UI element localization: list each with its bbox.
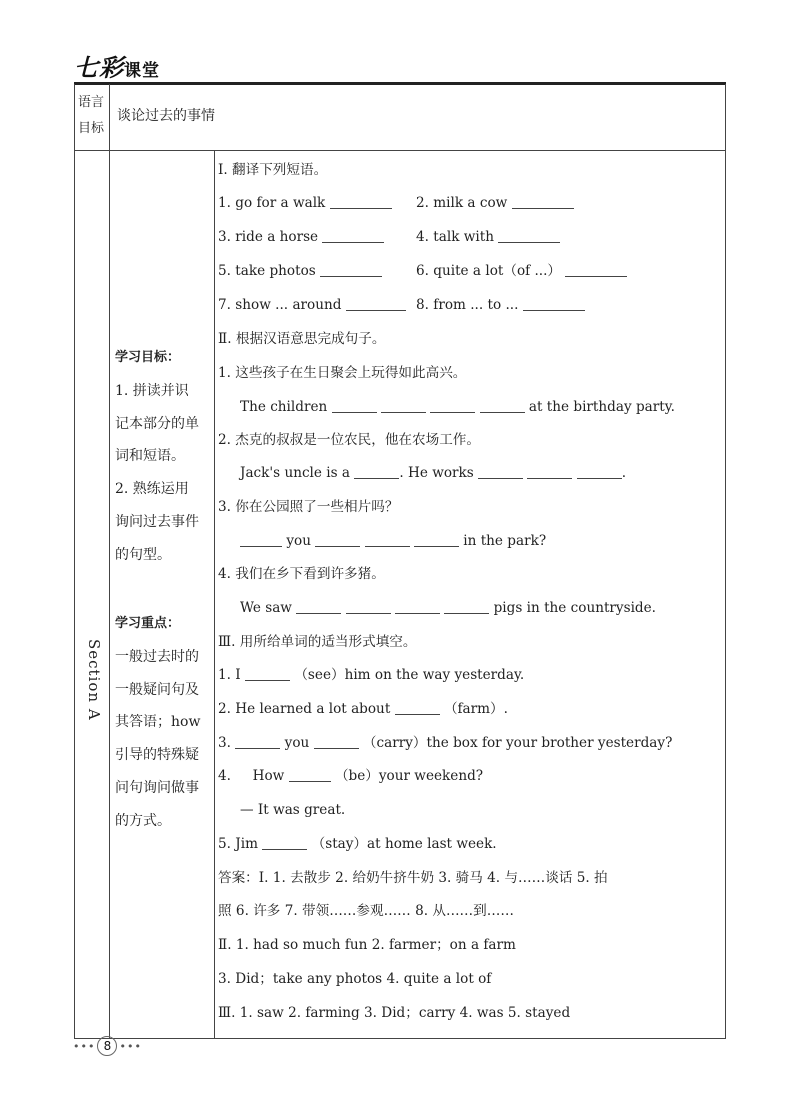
answer-blank[interactable] [527, 463, 572, 479]
answer-blank[interactable] [296, 598, 341, 614]
pager-dots-right: ••• [119, 1040, 142, 1053]
fill-item: 1. I （see）him on the way yesterday. [218, 667, 525, 683]
part3-title: Ⅲ. 用所给单词的适当形式填空。 [218, 634, 417, 650]
answer-blank[interactable] [330, 193, 392, 209]
answer-blank[interactable] [381, 397, 426, 413]
logo-main: 七彩 [74, 54, 124, 82]
study-goal-line: 记本部分的单 [115, 415, 199, 432]
answer-blank[interactable] [346, 295, 406, 311]
sentence-cn: 1. 这些孩子在生日聚会上玩得如此高兴。 [218, 365, 467, 381]
key-points-heading: 学习重点： [115, 616, 181, 631]
part1-title: Ⅰ. 翻译下列短语。 [218, 162, 328, 178]
page-number: 8 [97, 1036, 117, 1056]
study-goal-line: 询问过去事件 [115, 513, 199, 530]
fill-item-reply: — It was great. [240, 802, 346, 818]
table-col-divider-2 [214, 150, 215, 1039]
phrase-item: 6. quite a lot（of ...） [416, 259, 627, 283]
answer-blank[interactable] [395, 598, 440, 614]
study-goals-heading: 学习目标： [115, 350, 181, 365]
sentence-cn: 4. 我们在乡下看到许多猪。 [218, 566, 385, 582]
answer-blank[interactable] [430, 397, 475, 413]
answer-blank[interactable] [289, 766, 331, 782]
section-label: Section A [85, 639, 103, 721]
logo [74, 48, 160, 83]
answer-blank[interactable] [320, 261, 382, 277]
answer-blank[interactable] [314, 733, 359, 749]
answer-blank[interactable] [235, 733, 280, 749]
study-goal-line: 词和短语。 [115, 448, 185, 465]
sentence-cn: 3. 你在公园照了一些相片吗？ [218, 499, 399, 515]
answer-blank[interactable] [444, 598, 489, 614]
phrase-item: 4. talk with [416, 225, 560, 249]
answer-blank[interactable] [565, 261, 627, 277]
answer-line: Ⅲ. 1. saw 2. farming 3. Did；carry 4. was 5. stayed [218, 1005, 571, 1021]
key-point-line: 其答语；how [115, 714, 201, 731]
language-goal-text: 谈论过去的事情 [117, 108, 215, 124]
pager-dots-left: ••• [73, 1040, 96, 1053]
table-col-divider-1 [109, 84, 110, 1039]
language-goal-label-bottom: 目标 [78, 121, 105, 136]
sentence-cn: 2. 杰克的叔叔是一位农民，他在农场工作。 [218, 432, 480, 448]
phrase-item: 2. milk a cow [416, 191, 574, 215]
fill-item: 3. you （carry）the box for your brother yesterday? [218, 735, 673, 751]
answer-line: 照 6. 许多 7. 带领……参观…… 8. 从……到…… [218, 903, 514, 919]
part2-title: Ⅱ. 根据汉语意思完成句子。 [218, 331, 386, 347]
answer-blank[interactable] [512, 193, 574, 209]
answer-blank[interactable] [395, 699, 440, 715]
sentence-en: you in the park? [240, 529, 546, 553]
fill-item: 5. Jim （stay）at home last week. [218, 836, 497, 852]
answer-blank[interactable] [523, 295, 585, 311]
answer-blank[interactable] [478, 463, 523, 479]
answer-blank[interactable] [480, 397, 525, 413]
page-number-badge [73, 1036, 142, 1056]
phrase-item: 7. show ... around [218, 293, 406, 317]
key-points [115, 608, 213, 838]
key-point-line: 一般疑问句及 [115, 681, 199, 698]
answer-blank[interactable] [498, 227, 560, 243]
sentence-en: Jack's uncle is a . He works . [240, 465, 627, 481]
study-goal-line: 1. 拼读并识 [115, 382, 189, 399]
key-point-line: 引导的特殊疑 [115, 747, 199, 764]
fill-item: 2. He learned a lot about （farm）. [218, 701, 508, 717]
lesson-table [74, 84, 726, 1039]
answer-blank[interactable] [240, 531, 282, 547]
answer-blank[interactable] [346, 598, 391, 614]
answer-blank[interactable] [322, 227, 384, 243]
answer-blank[interactable] [262, 834, 307, 850]
answer-blank[interactable] [365, 531, 410, 547]
study-goal-line: 2. 熟练运用 [115, 481, 189, 498]
key-point-line: 的方式。 [115, 812, 171, 829]
sentence-en: We saw pigs in the countryside. [240, 600, 656, 616]
answer-blank[interactable] [332, 397, 377, 413]
key-point-line: 一般过去时的 [115, 648, 199, 665]
phrase-item: 5. take photos [218, 259, 382, 283]
answer-line: 3. Did；take any photos 4. quite a lot of [218, 971, 492, 987]
fill-item: 4. How （be）your weekend? [218, 768, 484, 784]
answer-line: 答案：Ⅰ. 1. 去散步 2. 给奶牛挤牛奶 3. 骑马 4. 与……谈话 5. 拍 [218, 870, 608, 886]
logo-sub: 课堂 [124, 61, 160, 81]
answer-blank[interactable] [577, 463, 622, 479]
answer-line: Ⅱ. 1. had so much fun 2. farmer；on a farm [218, 937, 516, 953]
sentence-en: The children at the birthday party. [240, 399, 675, 415]
study-goals [115, 342, 213, 572]
answer-blank[interactable] [354, 463, 399, 479]
phrase-item: 8. from ... to ... [416, 293, 585, 317]
phrase-item: 1. go for a walk [218, 191, 392, 215]
table-row-divider [75, 150, 725, 151]
phrase-item: 3. ride a horse [218, 225, 384, 249]
language-goal-label-top: 语言 [78, 95, 105, 110]
language-goal-label [78, 90, 108, 142]
answer-blank[interactable] [414, 531, 459, 547]
answer-blank[interactable] [245, 665, 290, 681]
answer-blank[interactable] [315, 531, 360, 547]
study-goal-line: 的句型。 [115, 546, 171, 563]
key-point-line: 问句询问做事 [115, 779, 199, 796]
